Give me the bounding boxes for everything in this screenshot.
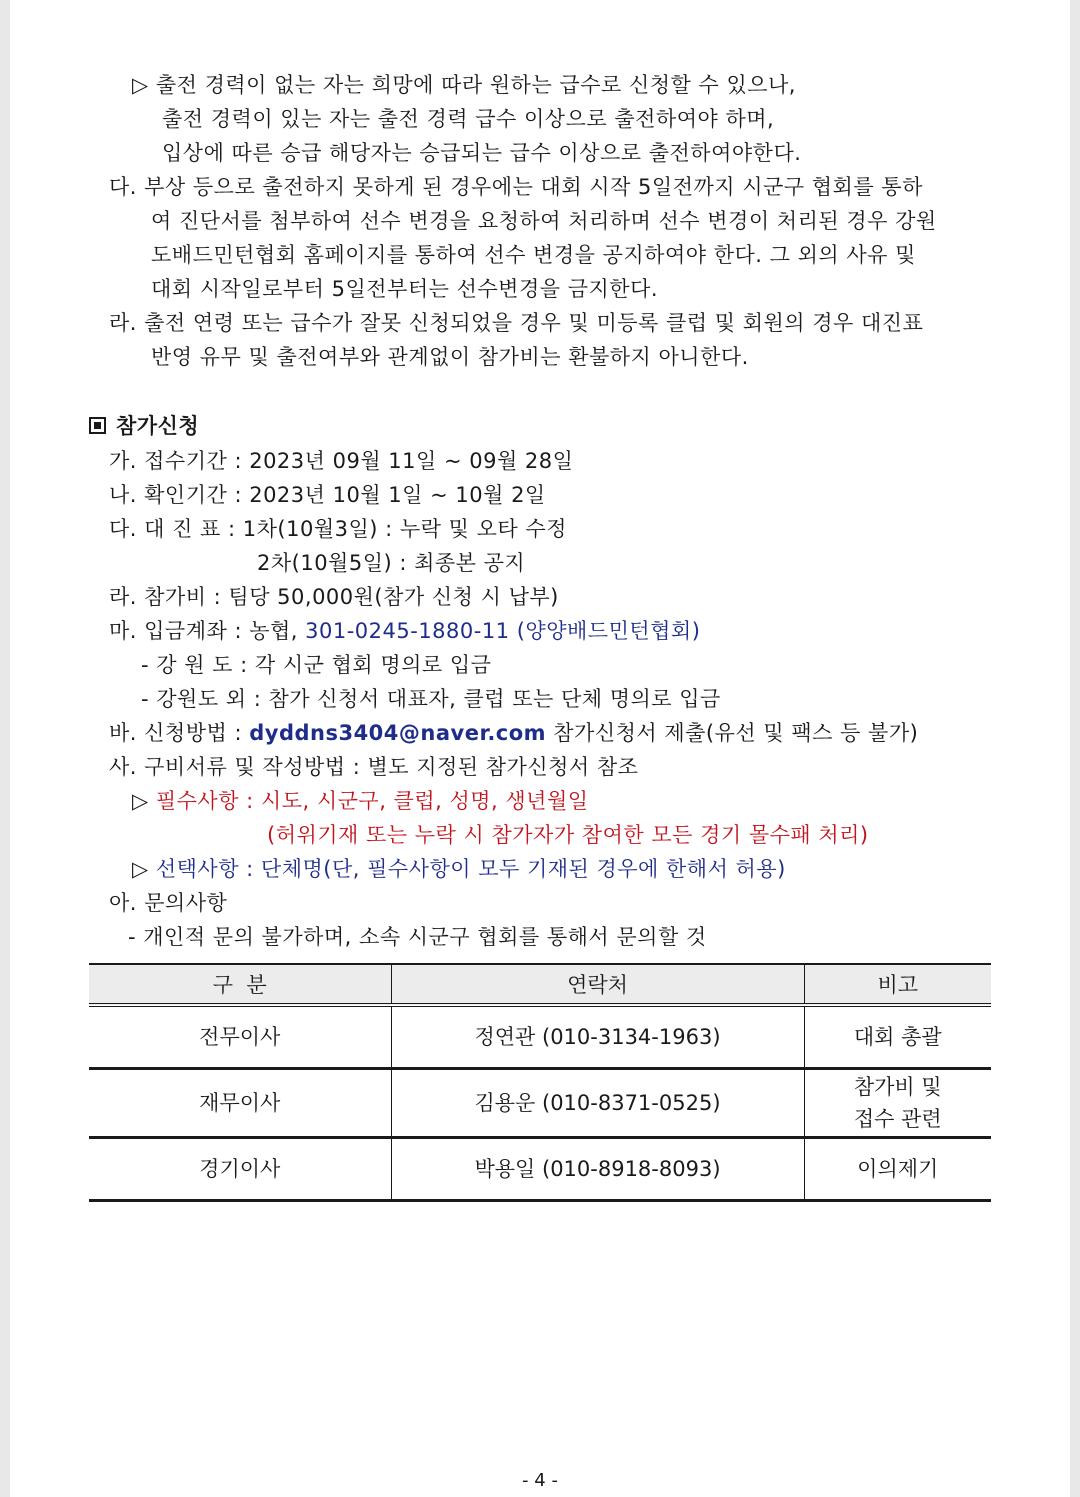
required-docs: 사. 구비서류 및 작성방법 : 별도 지정된 참가신청서 참조 — [109, 755, 639, 779]
bank-account — [109, 616, 700, 646]
role-cell: 경기이사 — [89, 1138, 391, 1201]
text-line: ▷ 출전 경력이 없는 자는 희망에 따라 원하는 급수로 신청할 수 있으나, — [132, 73, 796, 97]
section-heading — [89, 411, 199, 441]
bracket-schedule-2: 2차(10월5일) : 최종본 공지 — [257, 551, 526, 575]
table-row — [89, 1005, 991, 1069]
deposit-note-gangwon: - 강 원 도 : 각 시군 협회 명의로 입금 — [141, 653, 492, 677]
text-line: 도배드민턴협회 홈페이지를 통하여 선수 변경을 공지하여야 한다. 그 외의 사유 및 — [151, 243, 916, 267]
text-line: 출전 경력이 있는 자는 출전 경력 급수 이상으로 출전하여야 하며, — [162, 107, 775, 131]
document-page — [10, 0, 1070, 1497]
page-number: - 4 - — [522, 1470, 558, 1491]
triangle-bullet-icon: ▷ — [132, 857, 149, 881]
table-header-row — [89, 964, 991, 1005]
role-cell: 재무이사 — [89, 1069, 391, 1138]
note-line: 접수 관련 — [853, 1107, 942, 1131]
apply-method — [109, 718, 918, 748]
note-cell: 대회 총괄 — [804, 1005, 991, 1069]
header-note: 비고 — [804, 964, 991, 1005]
confirm-period: 나. 확인기간 : 2023년 10월 1일 ~ 10월 2일 — [109, 483, 546, 507]
header-category: 구 분 — [89, 964, 391, 1005]
bank-account-number: 301-0245-1880-11 (양양배드민턴협회) — [305, 619, 701, 643]
contact-cell: 김용운 (010-8371-0525) — [391, 1069, 804, 1138]
note-cell — [804, 1069, 991, 1138]
text-line: 반영 유무 및 출전여부와 관계없이 참가비는 환불하지 아니한다. — [151, 345, 749, 369]
role-cell: 전무이사 — [89, 1005, 391, 1069]
optional-items-text: 선택사항 : 단체명(단, 필수사항이 모두 기재된 경우에 한해서 허용) — [155, 857, 786, 881]
header-contact: 연락처 — [391, 964, 804, 1005]
triangle-bullet-icon: ▷ — [132, 789, 149, 813]
entry-fee: 라. 참가비 : 팀당 50,000원(참가 신청 시 납부) — [109, 585, 559, 609]
apply-email-link[interactable]: dyddns3404@naver.com — [249, 721, 547, 745]
section-title: 참가신청 — [116, 414, 200, 438]
table-row — [89, 1069, 991, 1138]
inquiry-heading: 아. 문의사항 — [109, 891, 228, 915]
contact-cell: 박용일 (010-8918-8093) — [391, 1138, 804, 1201]
inquiry-note: - 개인적 문의 불가하며, 소속 시군구 협회를 통해서 문의할 것 — [128, 925, 707, 949]
text-line: 여 진단서를 첨부하여 선수 변경을 요청하여 처리하며 선수 변경이 처리된 경우 강원 — [151, 209, 937, 233]
optional-items — [132, 854, 786, 884]
required-items — [132, 786, 589, 816]
text-line: 입상에 따른 승급 해당자는 승급되는 급수 이상으로 출전하여야한다. — [162, 141, 802, 165]
contact-cell: 정연관 (010-3134-1963) — [391, 1005, 804, 1069]
note-cell: 이의제기 — [804, 1138, 991, 1201]
table-row — [89, 1138, 991, 1201]
required-items-note: (허위기재 또는 누락 시 참가자가 참여한 모든 경기 몰수패 처리) — [267, 823, 869, 847]
note-line: 참가비 및 — [853, 1075, 942, 1099]
deposit-note-outside: - 강원도 외 : 참가 신청서 대표자, 클럽 또는 단체 명의로 입금 — [141, 687, 721, 711]
apply-period: 가. 접수기간 : 2023년 09월 11일 ~ 09월 28일 — [109, 449, 574, 473]
text-line: 라. 출전 연령 또는 급수가 잘못 신청되었을 경우 및 미등록 클럽 및 회원의 경우 대진표 — [109, 311, 924, 335]
text-line: 대회 시작일로부터 5일전부터는 선수변경을 금지한다. — [151, 277, 659, 301]
bank-account-label: 마. 입금계좌 : 농협, — [109, 619, 298, 643]
apply-method-label: 바. 신청방법 : — [109, 721, 243, 745]
square-bullet-icon — [89, 417, 106, 434]
bracket-schedule: 다. 대 진 표 : 1차(10월3일) : 누락 및 오타 수정 — [109, 517, 567, 541]
apply-method-suffix: 참가신청서 제출(유선 및 팩스 등 불가) — [553, 721, 919, 745]
contact-table — [89, 963, 991, 1202]
required-items-text: 필수사항 : 시도, 시군구, 클럽, 성명, 생년월일 — [155, 789, 589, 813]
text-line: 다. 부상 등으로 출전하지 못하게 된 경우에는 대회 시작 5일전까지 시군구 협회를 통하 — [109, 175, 923, 199]
